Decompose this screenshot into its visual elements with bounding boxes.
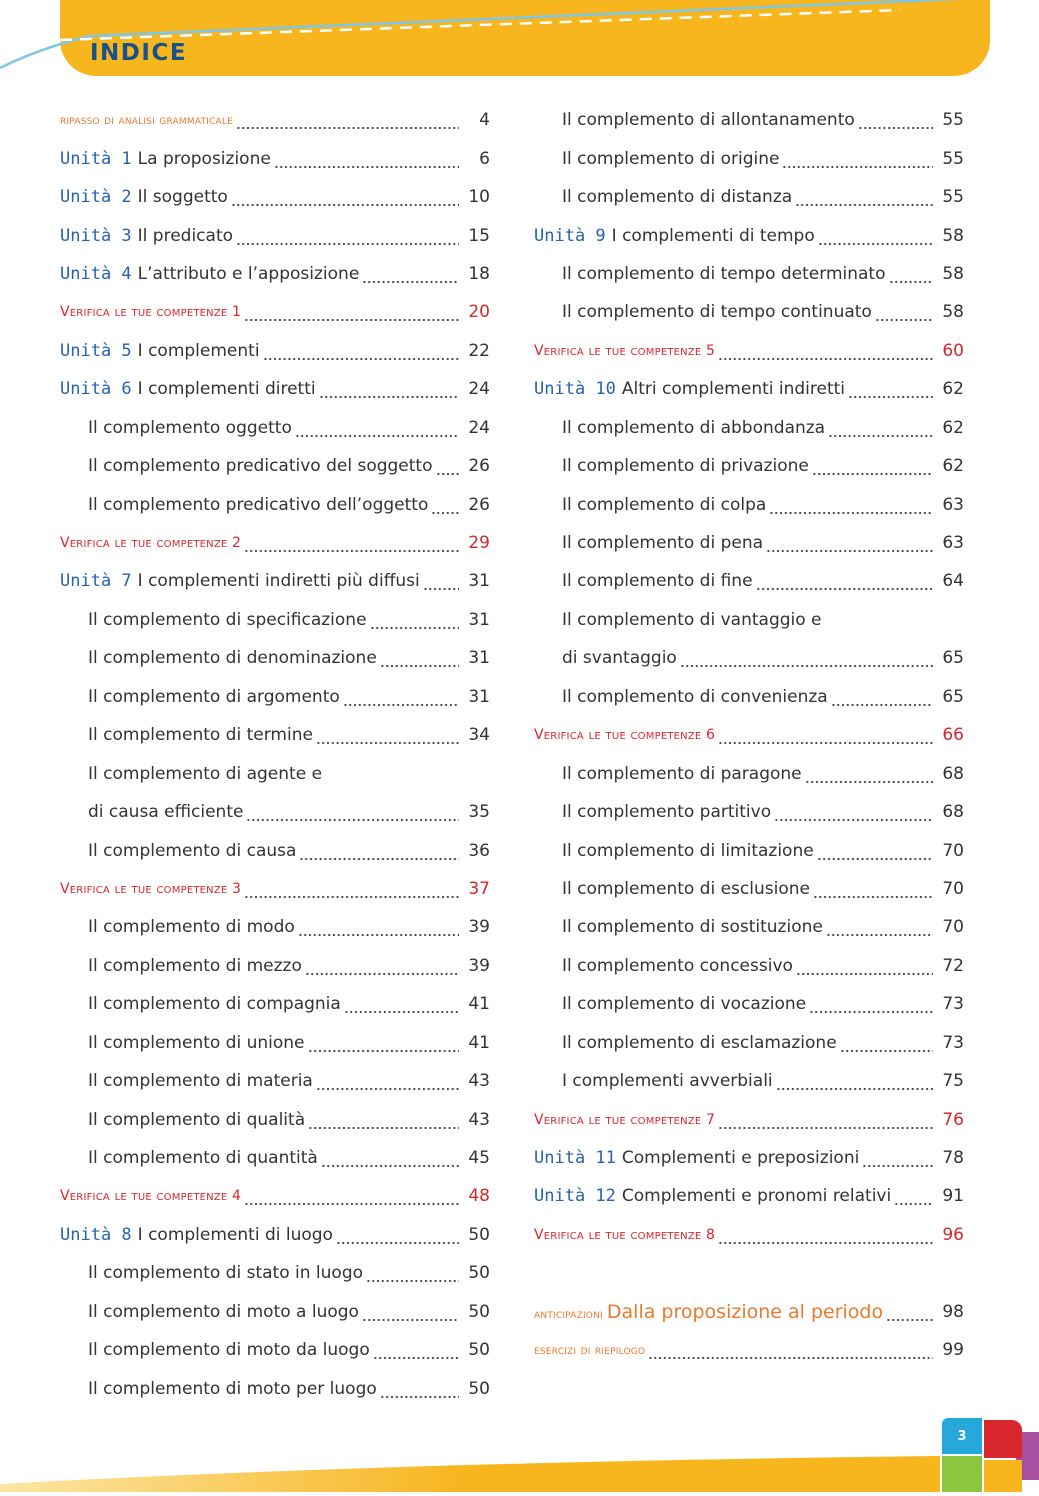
dot-leader [886, 1302, 933, 1322]
dot-leader [308, 1110, 459, 1130]
toc-entry-page: 50 [468, 1301, 490, 1322]
unit-label: Unità 3 [60, 225, 132, 246]
unit-label: Unità 12 [534, 1186, 616, 1207]
dot-leader [336, 1225, 459, 1245]
toc-entry-page: 62 [942, 456, 964, 477]
dot-leader [316, 725, 459, 745]
toc-entry-page: 65 [942, 686, 964, 707]
toc-entry-page: 76 [942, 1109, 964, 1130]
toc-entry-page: 24 [468, 417, 490, 438]
toc-left-column [60, 101, 490, 1408]
toc-entry [534, 985, 964, 1023]
toc-entry [534, 101, 964, 139]
toc-entry-page: 15 [468, 225, 490, 246]
toc-entry-title: Il complemento di paragone [562, 763, 802, 784]
toc-entry [60, 139, 490, 177]
toc-entry-title: Il complemento predicativo dell’oggetto [88, 494, 429, 515]
toc-entry-title: Il complemento di allontanamento [562, 110, 855, 131]
toc-entry-title: Il complemento di specificazione [88, 609, 367, 630]
toc-entry-title: Verifica le tue competenze 1 [60, 304, 242, 321]
toc-entry-title: Unità 12 Complementi e pronomi relativi [534, 1186, 892, 1207]
toc-entry-page: 96 [942, 1224, 964, 1245]
dot-leader [718, 1225, 933, 1245]
toc-entry [534, 1100, 964, 1138]
toc-entry [60, 793, 490, 831]
dot-leader [366, 1263, 459, 1283]
toc-entry-title: esercizi di riepilogo [534, 1342, 646, 1358]
toc-entry-title: Il complemento predicativo del soggetto [88, 456, 433, 477]
unit-label: Unità 11 [534, 1148, 616, 1169]
toc-entry-title: Il complemento di privazione [562, 456, 809, 477]
toc-entry [534, 1139, 964, 1177]
toc-entry-page: 78 [942, 1148, 964, 1169]
toc-entry [60, 831, 490, 869]
toc-entry-title: Unità 10 Altri complementi indiretti [534, 379, 846, 400]
toc-entry [60, 485, 490, 523]
toc-entry-page: 64 [942, 571, 964, 592]
dot-leader [295, 418, 459, 438]
toc-entry-title: I complementi avverbiali [562, 1071, 773, 1092]
dot-leader [362, 1302, 459, 1322]
toc-entry [534, 1024, 964, 1062]
toc-entry-page: 65 [942, 648, 964, 669]
toc-entry-title: Il complemento di distanza [562, 187, 793, 208]
unit-label: Unità 8 [60, 1224, 132, 1245]
toc-entry [60, 985, 490, 1023]
toc-entry-title: Il complemento di fine [562, 571, 753, 592]
toc-entry [60, 947, 490, 985]
toc-entry-page: 41 [468, 1032, 490, 1053]
dot-leader [818, 226, 933, 246]
toc-entry-page: 31 [468, 609, 490, 630]
toc-entry [534, 332, 964, 370]
page-number: 3 [942, 1418, 982, 1454]
decorative-block-yellow [984, 1460, 1022, 1492]
toc-entry [534, 139, 964, 177]
toc-entry-title: Il complemento di moto a luogo [88, 1301, 359, 1322]
dot-leader [875, 302, 933, 322]
toc-entry [534, 255, 964, 293]
toc-entry-title: Il complemento di stato in luogo [88, 1263, 364, 1284]
toc-entry-page: 39 [468, 955, 490, 976]
toc-entry-page: 62 [942, 379, 964, 400]
dot-leader [236, 226, 459, 246]
toc-entry [60, 216, 490, 254]
toc-entry [60, 1216, 490, 1254]
dot-leader [244, 533, 459, 553]
dot-leader [344, 994, 459, 1014]
toc-entry [60, 678, 490, 716]
toc-entry-page: 45 [468, 1148, 490, 1169]
toc-entry-page: 43 [468, 1071, 490, 1092]
toc-entry-title: Il complemento di termine [88, 725, 313, 746]
dot-leader [858, 110, 933, 130]
toc-entry-title: Il complemento di mezzo [88, 955, 302, 976]
toc-entry [60, 293, 490, 331]
toc-entry-title: Il complemento di qualità [88, 1109, 306, 1130]
toc-entry-page: 58 [942, 302, 964, 323]
toc-entry-title: Il complemento di argomento [88, 686, 340, 707]
toc-entry [534, 1177, 964, 1215]
dot-leader [431, 495, 459, 515]
toc-entry-title: Il complemento di tempo continuato [562, 302, 872, 323]
toc-entry [534, 524, 964, 562]
dot-leader [782, 149, 933, 169]
dot-leader [776, 1071, 933, 1091]
toc-entry [534, 409, 964, 447]
dot-leader [809, 994, 933, 1014]
decorative-block-green [942, 1456, 982, 1492]
dot-leader [316, 1071, 459, 1091]
dot-leader [831, 687, 933, 707]
toc-entry [534, 1062, 964, 1100]
dot-leader [680, 648, 933, 668]
toc-entry-title: Verifica le tue competenze 4 [60, 1188, 242, 1205]
toc-entry-title: Il complemento di abbondanza [562, 417, 826, 438]
dot-leader [321, 1148, 459, 1168]
toc-entry-title: Il complemento di moto per luogo [88, 1378, 377, 1399]
toc-entry-page: 48 [468, 1186, 490, 1207]
toc-entry-title: Il complemento di materia [88, 1071, 313, 1092]
dot-leader [774, 802, 933, 822]
dot-leader [817, 841, 933, 861]
dot-leader [805, 764, 933, 784]
toc-entry [534, 485, 964, 523]
toc-entry [534, 1331, 964, 1369]
toc-entry-page: 26 [468, 494, 490, 515]
dot-leader [343, 687, 459, 707]
toc-entry-page: 35 [468, 802, 490, 823]
toc-entry [60, 1254, 490, 1292]
unit-label: Unità 2 [60, 187, 132, 208]
toc-entry-title: Unità 9 I complementi di tempo [534, 225, 815, 246]
toc-entry-title: Il complemento di denominazione [88, 648, 377, 669]
toc-entry [534, 793, 964, 831]
toc-entry-page: 58 [942, 263, 964, 284]
unit-label: Unità 10 [534, 379, 616, 400]
dot-leader [231, 187, 459, 207]
toc-entry-title: Il complemento di unione [88, 1032, 305, 1053]
toc-entry [60, 447, 490, 485]
footer-band [0, 1456, 1039, 1492]
dot-leader [718, 725, 933, 745]
toc-entry-title: di svantaggio [562, 648, 677, 669]
toc-entry-title: Il complemento di causa [88, 840, 297, 861]
toc-entry-title: Il complemento di esclamazione [562, 1032, 837, 1053]
toc-entry-page: 70 [942, 878, 964, 899]
toc-entry [534, 293, 964, 331]
toc-entry [60, 1139, 490, 1177]
dot-leader [244, 302, 459, 322]
toc-entry [534, 639, 964, 677]
dot-leader [813, 879, 933, 899]
unit-label: Unità 1 [60, 148, 132, 169]
toc-entry [60, 639, 490, 677]
dot-leader [796, 956, 933, 976]
toc-entry [60, 716, 490, 754]
dot-leader [889, 264, 934, 284]
toc-entry [534, 1293, 964, 1331]
toc-entry-title: Unità 8 I complementi di luogo [60, 1224, 333, 1245]
toc-entry-title: Verifica le tue competenze 6 [534, 727, 716, 744]
toc-entry [60, 1331, 490, 1369]
dot-leader [795, 187, 933, 207]
dot-leader [298, 917, 459, 937]
toc-entry-title: Unità 5 I complementi [60, 340, 260, 361]
toc-entry [60, 255, 490, 293]
toc-entry-page: 29 [468, 533, 490, 554]
toc-entry-page: 72 [942, 955, 964, 976]
toc-entry-title: Il complemento di esclusione [562, 878, 810, 899]
toc-entry-page: 36 [468, 840, 490, 861]
toc-entry [60, 562, 490, 600]
toc-entry [60, 601, 490, 639]
dot-leader [826, 917, 933, 937]
toc-entry [534, 178, 964, 216]
dot-leader [848, 379, 933, 399]
toc-entry-title: Unità 1 La proposizione [60, 148, 271, 169]
dot-leader [244, 879, 459, 899]
toc-entry-title: Il complemento di agente e [88, 763, 323, 784]
toc-entry [534, 216, 964, 254]
toc-entry-title: Il complemento di quantità [88, 1148, 318, 1169]
dot-leader [305, 956, 459, 976]
section-label: anticipazioni [534, 1306, 603, 1322]
unit-label: Unità 5 [60, 340, 132, 361]
toc-entry-page: 20 [468, 302, 490, 323]
toc-entry-title: Il complemento di vocazione [562, 994, 807, 1015]
toc-entry-title: Il complemento di vantaggio e [562, 609, 822, 630]
toc-entry-title: Il complemento di moto da luogo [88, 1340, 370, 1361]
dot-leader [894, 1186, 933, 1206]
toc-entry-title: Unità 2 Il soggetto [60, 187, 228, 208]
toc-entry-title: Il complemento di tempo determinato [562, 263, 886, 284]
toc-entry-page: 43 [468, 1109, 490, 1130]
toc-entry-page: 31 [468, 686, 490, 707]
toc-entry-page: 58 [942, 225, 964, 246]
dot-leader [828, 418, 933, 438]
toc-entry-title: Il complemento di colpa [562, 494, 767, 515]
toc-entry [534, 947, 964, 985]
toc-entry [60, 1100, 490, 1138]
dot-leader [380, 1379, 459, 1399]
toc-entry-title: Il complemento oggetto [88, 417, 292, 438]
dot-leader [246, 802, 459, 822]
toc-entry-page: 63 [942, 533, 964, 554]
toc-entry-page: 63 [942, 494, 964, 515]
dot-leader [299, 841, 459, 861]
toc-entry-title: Il complemento di origine [562, 148, 780, 169]
dot-leader [436, 456, 460, 476]
toc-entry [534, 831, 964, 869]
toc-entry-page: 37 [468, 878, 490, 899]
dot-leader [308, 1033, 459, 1053]
decorative-block-red [984, 1420, 1022, 1458]
toc-entry [60, 524, 490, 562]
toc-entry-page: 70 [942, 917, 964, 938]
dot-leader [648, 1340, 933, 1360]
toc-entry-page: 39 [468, 917, 490, 938]
toc-entry [534, 870, 964, 908]
toc-entry-page: 66 [942, 725, 964, 746]
toc-entry [60, 1024, 490, 1062]
toc-entry [534, 562, 964, 600]
toc-entry [60, 409, 490, 447]
toc-entry-page: 55 [942, 110, 964, 131]
toc-entry-title: Il complemento partitivo [562, 802, 772, 823]
toc-entry-page: 4 [479, 110, 490, 131]
toc-entry-page: 41 [468, 994, 490, 1015]
dot-leader [840, 1033, 933, 1053]
toc-entry-page: 6 [479, 148, 490, 169]
dot-leader [769, 495, 933, 515]
toc-entry-title: Il complemento di convenienza [562, 686, 828, 707]
toc-entry [534, 754, 964, 792]
unit-label: Unità 4 [60, 263, 132, 284]
toc-entry-title: Unità 6 I complementi diretti [60, 379, 316, 400]
toc-entry [534, 908, 964, 946]
toc-entry [534, 370, 964, 408]
toc-entry [534, 447, 964, 485]
page-title: INDICE [90, 40, 188, 66]
toc-entry [60, 1062, 490, 1100]
toc-entry-title: anticipazioni Dalla proposizione al periodo [534, 1300, 884, 1323]
toc-entry-page: 34 [468, 725, 490, 746]
toc-entry-page: 55 [942, 148, 964, 169]
toc-entry [60, 370, 490, 408]
toc-entry [60, 1177, 490, 1215]
toc-entry [60, 1369, 490, 1407]
toc-entry-page: 18 [468, 263, 490, 284]
toc-entry [60, 754, 490, 792]
dot-leader [373, 1340, 459, 1360]
toc-entry-page: 99 [942, 1340, 964, 1361]
dot-leader [766, 533, 933, 553]
toc-entry-title: Unità 7 I complementi indiretti più diffusi [60, 571, 420, 592]
toc-entry-page: 50 [468, 1378, 490, 1399]
toc-entry [60, 178, 490, 216]
dot-leader [362, 264, 459, 284]
toc-entry [60, 908, 490, 946]
dot-leader [812, 456, 933, 476]
toc-entry-page: 91 [942, 1186, 964, 1207]
toc-entry-title: Verifica le tue competenze 8 [534, 1226, 716, 1243]
unit-label: Unità 7 [60, 571, 132, 592]
toc-entry-page: 55 [942, 187, 964, 208]
dot-leader [380, 648, 459, 668]
toc-entry [534, 716, 964, 754]
toc-entry-page: 73 [942, 1032, 964, 1053]
toc-entry-page: 68 [942, 802, 964, 823]
dot-leader [236, 110, 459, 130]
toc-entry-page: 75 [942, 1071, 964, 1092]
dot-leader [370, 610, 459, 630]
toc-entry [534, 601, 964, 639]
toc-entry-title: Il complemento concessivo [562, 955, 793, 976]
toc-entry [534, 1254, 964, 1292]
toc-entry-title: di causa efficiente [88, 802, 244, 823]
toc-entry-title: Verifica le tue competenze 7 [534, 1111, 716, 1128]
toc-entry [60, 1293, 490, 1331]
dot-leader [718, 341, 933, 361]
toc-entry-title: Il complemento di limitazione [562, 840, 814, 861]
dot-leader [263, 341, 459, 361]
toc-entry-title: Unità 4 L’attributo e l’apposizione [60, 263, 360, 284]
unit-label: Unità 6 [60, 379, 132, 400]
toc-entry-title: Verifica le tue competenze 2 [60, 535, 242, 552]
dot-leader [244, 1186, 459, 1206]
toc-entry-title: Il complemento di compagnia [88, 994, 341, 1015]
toc-entry-page: 31 [468, 648, 490, 669]
toc-right-column [534, 101, 964, 1369]
toc-entry-page: 22 [468, 340, 490, 361]
toc-entry-title: Il complemento di pena [562, 533, 764, 554]
toc-entry-title: Verifica le tue competenze 3 [60, 880, 242, 897]
toc-entry [60, 332, 490, 370]
toc-entry [534, 1216, 964, 1254]
dot-leader [862, 1148, 933, 1168]
toc-entry-title: Unità 3 Il predicato [60, 225, 234, 246]
toc-entry [60, 870, 490, 908]
dot-leader [718, 1110, 933, 1130]
dot-leader [319, 379, 459, 399]
toc-entry-page: 73 [942, 994, 964, 1015]
toc-entry-page: 50 [468, 1263, 490, 1284]
toc-entry-page: 26 [468, 456, 490, 477]
toc-entry-title: Il complemento di modo [88, 917, 295, 938]
toc-entry-page: 62 [942, 417, 964, 438]
toc-entry-title: ripasso di analisi grammaticale [60, 112, 233, 128]
dot-leader [274, 149, 459, 169]
toc-entry-page: 50 [468, 1224, 490, 1245]
toc-entry [60, 101, 490, 139]
toc-entry-page: 50 [468, 1340, 490, 1361]
toc-entry-title: Verifica le tue competenze 5 [534, 342, 716, 359]
toc-entry-page: 24 [468, 379, 490, 400]
toc-entry-title: Il complemento di sostituzione [562, 917, 823, 938]
toc-entry-title: Unità 11 Complementi e preposizioni [534, 1148, 860, 1169]
dot-leader [756, 571, 933, 591]
toc-entry-page: 60 [942, 340, 964, 361]
dot-leader [423, 571, 459, 591]
toc-entry [534, 678, 964, 716]
toc-entry-page: 31 [468, 571, 490, 592]
unit-label: Unità 9 [534, 225, 606, 246]
toc-entry-page: 10 [468, 187, 490, 208]
toc-entry-page: 68 [942, 763, 964, 784]
toc-entry-page: 98 [942, 1301, 964, 1322]
toc-entry-page: 70 [942, 840, 964, 861]
